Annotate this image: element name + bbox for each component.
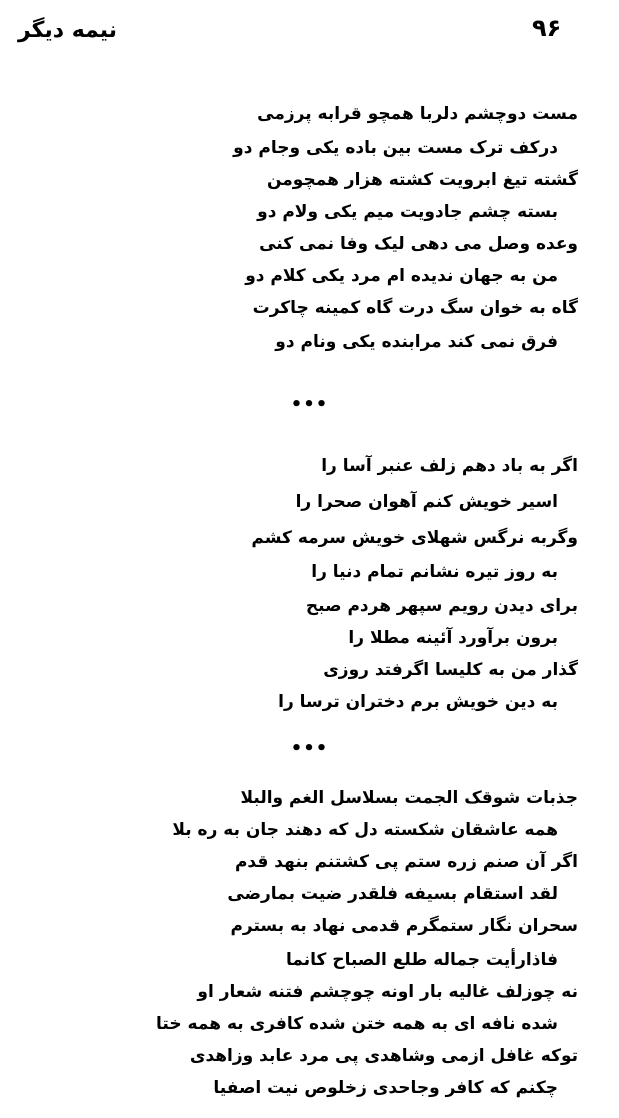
verse-line: فرق نمی کند مرابنده یکی ونام دو: [275, 332, 558, 352]
verse-line: برون برآورد آئینه مطلا را: [348, 628, 558, 648]
verse-line: نه چوزلف غالیه بار اونه چوچشم فتنه شعار او: [197, 982, 578, 1002]
section-separator: •••: [290, 738, 329, 759]
verse-line: وعده وصل می دهی لیک وفا نمی کنی: [259, 234, 578, 254]
running-title: نیمه دیگر: [18, 18, 118, 43]
verse-line: درکف ترک مست بین باده یکی وجام دو: [233, 138, 558, 158]
verse-line: فاذارأیت جماله طلع الصباح کانما: [286, 950, 558, 970]
verse-line: بسته چشم جادویت میم یکی ولام دو: [257, 202, 558, 222]
verse-line: وگربه نرگس شهلای خویش سرمه کشم: [251, 528, 578, 548]
verse-line: همه عاشقان شکسته دل که دهند جان به ره بلا: [172, 820, 558, 840]
verse-line: گشته تیغ ابرویت کشته هزار همچومن: [266, 170, 578, 190]
page-number: ۹۶: [532, 14, 562, 42]
verse-line: اسیر خویش کنم آهوان صحرا را: [295, 492, 558, 512]
verse-line: شده نافه ای به همه ختن شده کافری به همه ختا: [156, 1014, 558, 1034]
verse-line: به روز تیره نشانم تمام دنیا را: [311, 562, 558, 582]
verse-line: من به جهان ندیده ام مرد یکی کلام دو: [245, 266, 558, 286]
verse-line: اگر آن صنم زره ستم پی کشتنم بنهد قدم: [234, 852, 578, 872]
verse-line: توکه غافل ازمی وشاهدی پی مرد عابد وزاهدی: [189, 1046, 578, 1066]
verse-line: سحران نگار ستمگرم قدمی نهاد به بسترم: [230, 916, 578, 936]
verse-line: گاه به خوان سگ درت گاه کمینه چاکرت: [252, 298, 578, 318]
verse-line: چکنم که کافر وجاحدی زخلوص نیت اصفیا: [213, 1078, 558, 1098]
section-separator: •••: [290, 394, 329, 415]
verse-line: جذبات شوقک الجمت بسلاسل الغم والبلا: [240, 788, 578, 808]
verse-line: لقد استقام بسیفه فلقدر ضیت بمارضی: [227, 884, 558, 904]
verse-line: برای دیدن رویم سپهر هردم صبح: [305, 596, 578, 616]
verse-line: اگر به باد دهم زلف عنبر آسا را: [321, 456, 578, 476]
verse-line: به دین خویش برم دختران ترسا را: [278, 692, 558, 712]
verse-line: گذار من به کلیسا اگرفتد روزی: [323, 660, 578, 680]
verse-line: مست دوچشم دلربا همچو قرابه پرزمی: [257, 104, 578, 124]
